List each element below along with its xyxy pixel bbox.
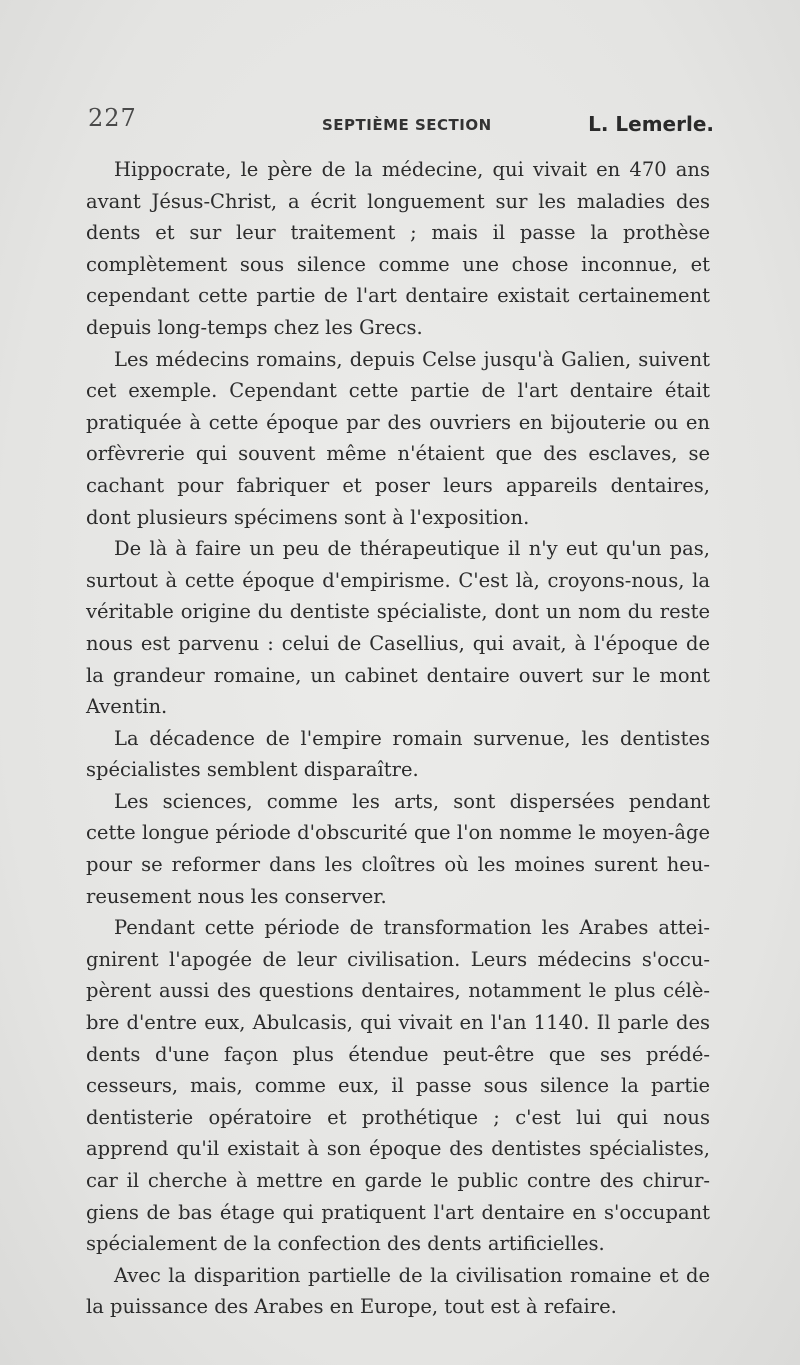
page-header	[88, 104, 714, 144]
paragraph-7: Avec la disparition partielle de la civilisation romaine et de la puissance des Arabes en Europe, tout est à refaire.	[86, 1263, 710, 1319]
author-name: L. Lemerle.	[588, 112, 714, 136]
paragraph-1: Hippocrate, le père de la médecine, qui vivait en 470 ans avant Jésus-Christ, a écrit longuement sur les maladies des dents et sur leur traitement ; mais il passe la prothèse complètement sous silence comme une chose inconnue, et cependant cette partie de l'art dentaire existait certainement depuis long-temps chez les Grecs.	[86, 158, 710, 339]
section-title: SEPTIÈME SECTION	[322, 116, 492, 134]
page-number: 227	[88, 104, 137, 132]
paragraph-3: De là à faire un peu de thérapeutique il n'y eut qu'un pas, surtout à cette époque d'empirisme. C'est là, croyons-nous, la véritable origine du dentiste spécialiste, dont un nom du reste nous est parvenu : celui de Casellius, qui avait, à l'époque de la grandeur romaine, un cabinet dentaire ouvert sur le mont Aventin.	[86, 537, 710, 719]
paragraph-5: Les sciences, comme les arts, sont dispersées pendant cette longue période d'obscurité que l'on nomme le moyen-âge pour se reformer dans les cloîtres où les moines surent heu-reusement nous les conserver.	[86, 789, 710, 908]
paragraph-4: La décadence de l'empire romain survenue, les dentistes spécialistes semblent disparaître.	[86, 726, 710, 782]
body-text	[86, 154, 710, 1323]
paragraph-2: Les médecins romains, depuis Celse jusqu'à Galien, suivent cet exemple. Cependant cette partie de l'art dentaire était pratiquée à cette époque par des ouvriers en bijouterie ou en orfèvrerie qui souvent même n'étaient que des esclaves, se cachant pour fabriquer et poser leurs appareils dentaires, dont plusieurs spécimens sont à l'exposition.	[86, 347, 710, 529]
paragraph-6: Pendant cette période de transformation les Arabes attei-gnirent l'apogée de leur civilisation. Leurs médecins s'occu-pèrent aussi des questions dentaires, notamment le plus célè-bre d'entre eux, Abulcasis, qui vivait en l'an 1140. Il parle des dents d'une façon plus étendue peut-être que ses prédé-cesseurs, mais, comme eux, il passe sous silence la partie dentisterie opératoire et prothétique ; c'est lui qui nous apprend qu'il existait à son époque des dentistes spécialistes, car il cherche à mettre en garde le public contre des chirur-giens de bas étage qui pratiquent l'art dentaire en s'occupant spécialement de la confection des dents artificielles.	[86, 916, 710, 1256]
